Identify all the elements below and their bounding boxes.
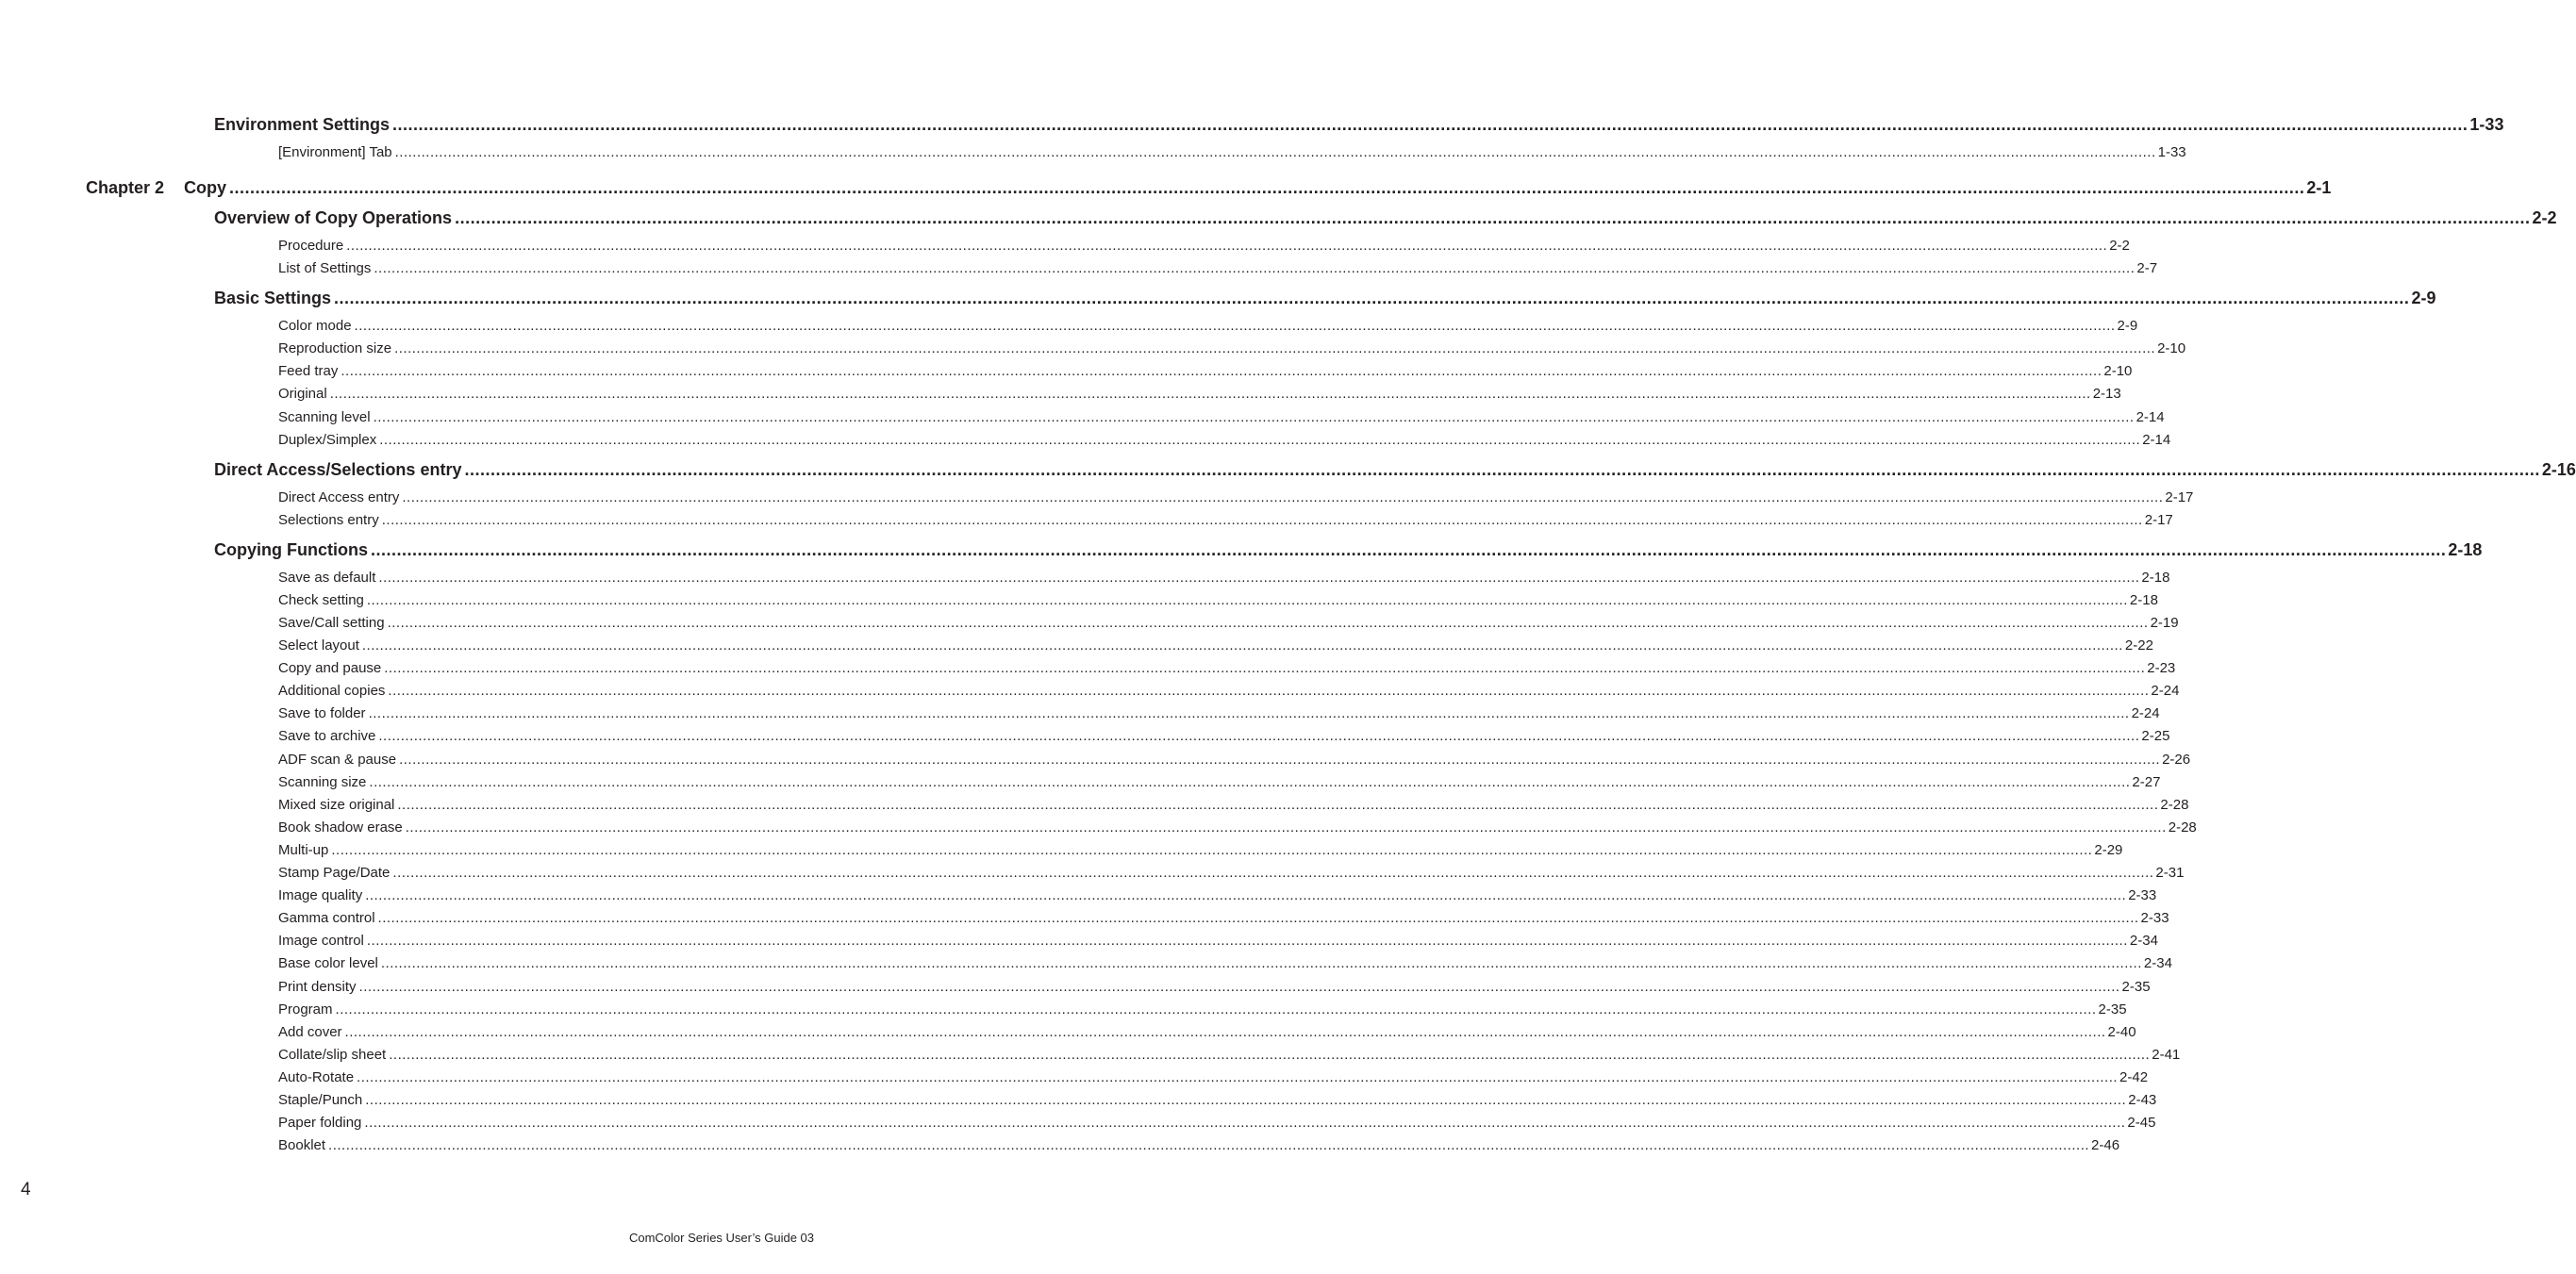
toc-entry-label: Direct Access entry bbox=[278, 489, 400, 505]
toc-entry-sub[interactable] bbox=[278, 363, 2133, 379]
toc-entry-section[interactable] bbox=[214, 540, 2483, 560]
toc-entry-sub[interactable] bbox=[278, 1069, 2149, 1085]
toc-entry-sub[interactable] bbox=[278, 592, 2158, 608]
toc-entry-label: Add cover bbox=[278, 1024, 342, 1040]
toc-dot-leader: ................................................................................................................................................................................................................................................................................................................................................................................................................ bbox=[392, 865, 2154, 881]
toc-entry-label: Procedure bbox=[278, 238, 344, 254]
toc-entry-sub[interactable] bbox=[278, 432, 2171, 448]
toc-dot-leader: ................................................................................................................................................................................................................................................................................................................................................................................................................ bbox=[388, 683, 2150, 699]
toc-dot-leader: ................................................................................................................................................................................................................................................................................................................................................................................................................ bbox=[335, 1001, 2097, 1018]
toc-entry-label: Save to archive bbox=[278, 728, 376, 744]
toc-entry-label: List of Settings bbox=[278, 260, 372, 276]
toc-dot-leader: ................................................................................................................................................................................................................................................................................................................................................................................................................ bbox=[229, 178, 2305, 197]
toc-entry-label: Additional copies bbox=[278, 683, 386, 699]
toc-entry-sub[interactable] bbox=[278, 933, 2158, 949]
toc-dot-leader: ................................................................................................................................................................................................................................................................................................................................................................................................................ bbox=[380, 955, 2142, 971]
toc-entry-label: Copy and pause bbox=[278, 660, 382, 676]
toc-page-number: 2-10 bbox=[2103, 363, 2133, 379]
toc-entry-section[interactable] bbox=[214, 289, 2436, 308]
footer-guide-title: ComColor Series User’s Guide 03 bbox=[628, 1231, 814, 1245]
toc-entry-sub[interactable] bbox=[278, 660, 2176, 676]
toc-entry-label: Gamma control bbox=[278, 910, 375, 926]
toc-entry-sub[interactable] bbox=[278, 1137, 2120, 1153]
toc-dot-leader: ................................................................................................................................................................................................................................................................................................................................................................................................................ bbox=[377, 910, 2139, 926]
toc-entry-label: ADF scan & pause bbox=[278, 752, 397, 768]
toc-entry-label: Overview of Copy Operations bbox=[214, 208, 453, 227]
toc-entry-sub[interactable] bbox=[278, 752, 2191, 768]
toc-dot-leader: ................................................................................................................................................................................................................................................................................................................................................................................................................ bbox=[365, 1092, 2127, 1108]
toc-entry-label: Auto-Rotate bbox=[278, 1069, 355, 1085]
toc-entry-label: Basic Settings bbox=[214, 289, 332, 307]
toc-dot-leader: ................................................................................................................................................................................................................................................................................................................................................................................................................ bbox=[379, 432, 2141, 448]
toc-entry-sub[interactable] bbox=[278, 797, 2189, 813]
toc-entry-sub[interactable] bbox=[278, 955, 2172, 971]
toc-dot-leader: ................................................................................................................................................................................................................................................................................................................................................................................................................ bbox=[378, 570, 2140, 586]
page-number: 4 bbox=[21, 1180, 31, 1200]
toc-entry-sub[interactable] bbox=[278, 318, 2138, 334]
toc-page-number: 2-22 bbox=[2124, 637, 2153, 654]
toc-dot-leader: ................................................................................................................................................................................................................................................................................................................................................................................................................ bbox=[366, 933, 2128, 949]
toc-entry-sub[interactable] bbox=[278, 1024, 2136, 1040]
toc-entry-sub[interactable] bbox=[278, 683, 2180, 699]
toc-entry-label: Direct Access/Selections entry bbox=[214, 460, 462, 479]
toc-entry-sub[interactable] bbox=[278, 979, 2151, 995]
toc-page-number: 2-45 bbox=[2127, 1115, 2156, 1131]
toc-page-number: 2-13 bbox=[2092, 386, 2121, 402]
toc-dot-leader: ................................................................................................................................................................................................................................................................................................................................................................................................................ bbox=[392, 115, 2468, 134]
toc-entry-label: Stamp Page/Date bbox=[278, 865, 391, 881]
toc-entry-sub[interactable] bbox=[278, 1001, 2127, 1018]
toc-page-number: 2-40 bbox=[2107, 1024, 2136, 1040]
toc-entry-sub[interactable] bbox=[278, 512, 2173, 528]
toc-entry-sub[interactable] bbox=[278, 887, 2157, 903]
toc-dot-leader: ................................................................................................................................................................................................................................................................................................................................................................................................................ bbox=[389, 1047, 2151, 1063]
toc-entry-label: Booklet bbox=[278, 1137, 326, 1153]
toc-page-number: 2-35 bbox=[2121, 979, 2151, 995]
toc-dot-leader: ................................................................................................................................................................................................................................................................................................................................................................................................................ bbox=[374, 260, 2136, 276]
toc-chapter-number: Chapter 2 bbox=[86, 178, 165, 197]
toc-entry-section[interactable] bbox=[214, 208, 2557, 228]
toc-dot-leader: ................................................................................................................................................................................................................................................................................................................................................................................................................ bbox=[361, 637, 2123, 654]
toc-entry-sub[interactable] bbox=[278, 409, 2165, 425]
toc-entry-sub[interactable] bbox=[278, 819, 2197, 836]
toc-entry-label: Check setting bbox=[278, 592, 364, 608]
toc-entry-sub[interactable] bbox=[278, 1092, 2157, 1108]
toc-dot-leader: ................................................................................................................................................................................................................................................................................................................................................................................................................ bbox=[341, 363, 2102, 379]
toc-entry-label: Print density bbox=[278, 979, 357, 995]
toc-page-number: 2-17 bbox=[2165, 489, 2194, 505]
toc-dot-leader: ................................................................................................................................................................................................................................................................................................................................................................................................................ bbox=[397, 797, 2159, 813]
toc-entry-label: Environment Settings bbox=[214, 115, 391, 134]
toc-entry-label: [Environment] Tab bbox=[278, 144, 392, 160]
toc-page-number: 2-25 bbox=[2141, 728, 2170, 744]
toc-dot-leader: ................................................................................................................................................................................................................................................................................................................................................................................................................ bbox=[346, 238, 2108, 254]
toc-entry-sub[interactable] bbox=[278, 238, 2130, 254]
toc-entry-sub[interactable] bbox=[278, 260, 2158, 276]
toc-page-number: 2-17 bbox=[2144, 512, 2173, 528]
toc-entry-label: Copying Functions bbox=[214, 540, 368, 559]
toc-page-number: 2-16 bbox=[2541, 460, 2576, 479]
toc-dot-leader: ................................................................................................................................................................................................................................................................................................................................................................................................................ bbox=[373, 409, 2135, 425]
toc-entry-label: Reproduction size bbox=[278, 340, 392, 356]
toc-entry-sub[interactable] bbox=[278, 910, 2169, 926]
toc-dot-leader: ................................................................................................................................................................................................................................................................................................................................................................................................................ bbox=[369, 774, 2131, 790]
toc-dot-leader: ................................................................................................................................................................................................................................................................................................................................................................................................................ bbox=[357, 1069, 2119, 1085]
toc-entry-sub[interactable] bbox=[278, 570, 2170, 586]
toc-entry-sub[interactable] bbox=[278, 489, 2194, 505]
toc-entry-sub[interactable] bbox=[278, 1047, 2181, 1063]
toc-entry-section[interactable] bbox=[214, 115, 2504, 135]
toc-page-number: 2-43 bbox=[2128, 1092, 2157, 1108]
toc-dot-leader: ................................................................................................................................................................................................................................................................................................................................................................................................................ bbox=[384, 660, 2146, 676]
toc-page-number: 2-9 bbox=[2117, 318, 2138, 334]
toc-entry-label: Mixed size original bbox=[278, 797, 395, 813]
toc-page-number: 2-9 bbox=[2411, 289, 2436, 307]
toc-page-number: 1-33 bbox=[2157, 144, 2186, 160]
toc-page-number: 2-42 bbox=[2119, 1069, 2149, 1085]
toc-dot-leader: ................................................................................................................................................................................................................................................................................................................................................................................................................ bbox=[455, 208, 2531, 227]
toc-page-number: 2-35 bbox=[2098, 1001, 2127, 1018]
toc-dot-leader: ................................................................................................................................................................................................................................................................................................................................................................................................................ bbox=[358, 979, 2120, 995]
toc-page-number: 2-24 bbox=[2151, 683, 2180, 699]
toc-entry-label: Scanning size bbox=[278, 774, 367, 790]
toc-entry-label: Paper folding bbox=[278, 1115, 362, 1131]
toc-entry-sub[interactable] bbox=[278, 774, 2161, 790]
toc-entry-label: Scanning level bbox=[278, 409, 371, 425]
toc-page-number: 2-46 bbox=[2091, 1137, 2120, 1153]
toc-entry-section[interactable] bbox=[214, 460, 2576, 480]
toc-entry-label: Base color level bbox=[278, 955, 378, 971]
toc-page-number: 2-24 bbox=[2131, 705, 2160, 721]
toc-entry-label: Save/Call setting bbox=[278, 615, 385, 631]
toc-dot-leader: ................................................................................................................................................................................................................................................................................................................................................................................................................ bbox=[405, 819, 2167, 836]
toc-entry-label: Image quality bbox=[278, 887, 363, 903]
toc-dot-leader: ................................................................................................................................................................................................................................................................................................................................................................................................................ bbox=[365, 887, 2127, 903]
toc-entry-sub[interactable] bbox=[278, 340, 2186, 356]
toc-dot-leader: ................................................................................................................................................................................................................................................................................................................................................................................................................ bbox=[381, 512, 2143, 528]
toc-entry-label: Select layout bbox=[278, 637, 359, 654]
toc-page-number: 2-41 bbox=[2152, 1047, 2181, 1063]
toc-dot-leader: ................................................................................................................................................................................................................................................................................................................................................................................................................ bbox=[368, 705, 2130, 721]
toc-page-number: 2-34 bbox=[2129, 933, 2158, 949]
toc-dot-leader: ................................................................................................................................................................................................................................................................................................................................................................................................................ bbox=[334, 289, 2410, 307]
toc-entry-label: Image control bbox=[278, 933, 364, 949]
toc-page-number: 2-28 bbox=[2160, 797, 2189, 813]
toc-page-number: 2-18 bbox=[2141, 570, 2170, 586]
toc-page-number: 2-2 bbox=[2532, 208, 2557, 227]
toc-entry-label: Book shadow erase bbox=[278, 819, 403, 836]
toc-page-number: 2-29 bbox=[2094, 842, 2123, 858]
toc-page-number: 2-7 bbox=[2136, 260, 2158, 276]
toc-page-number: 2-26 bbox=[2162, 752, 2191, 768]
toc-entry-sub[interactable] bbox=[278, 1115, 2156, 1131]
toc-page-number: 2-28 bbox=[2168, 819, 2197, 836]
toc-dot-leader: ................................................................................................................................................................................................................................................................................................................................................................................................................ bbox=[328, 1137, 2090, 1153]
toc-entry-label: Copy bbox=[184, 178, 226, 197]
toc-entry-sub[interactable] bbox=[278, 865, 2185, 881]
toc-entry-label: Collate/slip sheet bbox=[278, 1047, 387, 1063]
toc-entry-label: Original bbox=[278, 386, 327, 402]
toc-entry-chapter[interactable] bbox=[86, 178, 2332, 198]
toc-entry-label: Duplex/Simplex bbox=[278, 432, 377, 448]
toc-dot-leader: ................................................................................................................................................................................................................................................................................................................................................................................................................ bbox=[354, 318, 2116, 334]
toc-entry-sub[interactable] bbox=[278, 842, 2123, 858]
toc-entry-label: Multi-up bbox=[278, 842, 329, 858]
toc-dot-leader: ................................................................................................................................................................................................................................................................................................................................................................................................................ bbox=[464, 460, 2540, 479]
toc-dot-leader: ................................................................................................................................................................................................................................................................................................................................................................................................................ bbox=[364, 1115, 2126, 1131]
toc-page-number: 2-33 bbox=[2128, 887, 2157, 903]
toc-dot-leader: ................................................................................................................................................................................................................................................................................................................................................................................................................ bbox=[378, 728, 2140, 744]
toc-page-number: 2-1 bbox=[2306, 178, 2332, 197]
toc-page-number: 2-23 bbox=[2147, 660, 2176, 676]
toc-entry-sub[interactable] bbox=[278, 705, 2160, 721]
toc-page-number: 2-18 bbox=[2129, 592, 2158, 608]
toc-page-number: 2-10 bbox=[2157, 340, 2186, 356]
toc-entry-label: Selections entry bbox=[278, 512, 379, 528]
toc-dot-leader: ................................................................................................................................................................................................................................................................................................................................................................................................................ bbox=[394, 340, 2156, 356]
toc-page-number: 2-2 bbox=[2109, 238, 2130, 254]
toc-page-number: 2-33 bbox=[2140, 910, 2169, 926]
toc-dot-leader: ................................................................................................................................................................................................................................................................................................................................................................................................................ bbox=[387, 615, 2149, 631]
toc-entry-sub[interactable] bbox=[278, 144, 2186, 160]
toc-entry-sub[interactable] bbox=[278, 637, 2153, 654]
toc-page-number: 2-19 bbox=[2150, 615, 2179, 631]
toc-entry-sub[interactable] bbox=[278, 386, 2121, 402]
toc-dot-leader: ................................................................................................................................................................................................................................................................................................................................................................................................................ bbox=[329, 386, 2091, 402]
toc-dot-leader: ................................................................................................................................................................................................................................................................................................................................................................................................................ bbox=[344, 1024, 2106, 1040]
toc-dot-leader: ................................................................................................................................................................................................................................................................................................................................................................................................................ bbox=[394, 144, 2156, 160]
toc-dot-leader: ................................................................................................................................................................................................................................................................................................................................................................................................................ bbox=[370, 540, 2447, 559]
toc-page-number: 2-34 bbox=[2143, 955, 2172, 971]
toc-entry-sub[interactable] bbox=[278, 615, 2179, 631]
toc-dot-leader: ................................................................................................................................................................................................................................................................................................................................................................................................................ bbox=[399, 752, 2161, 768]
toc-entry-label: Color mode bbox=[278, 318, 352, 334]
toc-entry-label: Staple/Punch bbox=[278, 1092, 363, 1108]
toc-page-number: 2-18 bbox=[2448, 540, 2483, 559]
toc-dot-leader: ................................................................................................................................................................................................................................................................................................................................................................................................................ bbox=[331, 842, 2093, 858]
toc-entry-label: Program bbox=[278, 1001, 333, 1018]
toc-page-number: 1-33 bbox=[2469, 115, 2504, 134]
toc-page-number: 2-31 bbox=[2155, 865, 2185, 881]
toc-entry-sub[interactable] bbox=[278, 728, 2170, 744]
toc-page-number: 2-27 bbox=[2132, 774, 2161, 790]
toc-dot-leader: ................................................................................................................................................................................................................................................................................................................................................................................................................ bbox=[402, 489, 2164, 505]
toc-entry-label: Feed tray bbox=[278, 363, 339, 379]
toc-page-number: 2-14 bbox=[2136, 409, 2165, 425]
toc-entry-label: Save to folder bbox=[278, 705, 366, 721]
toc-dot-leader: ................................................................................................................................................................................................................................................................................................................................................................................................................ bbox=[366, 592, 2128, 608]
toc-page-number: 2-14 bbox=[2142, 432, 2171, 448]
toc-entry-label: Save as default bbox=[278, 570, 376, 586]
